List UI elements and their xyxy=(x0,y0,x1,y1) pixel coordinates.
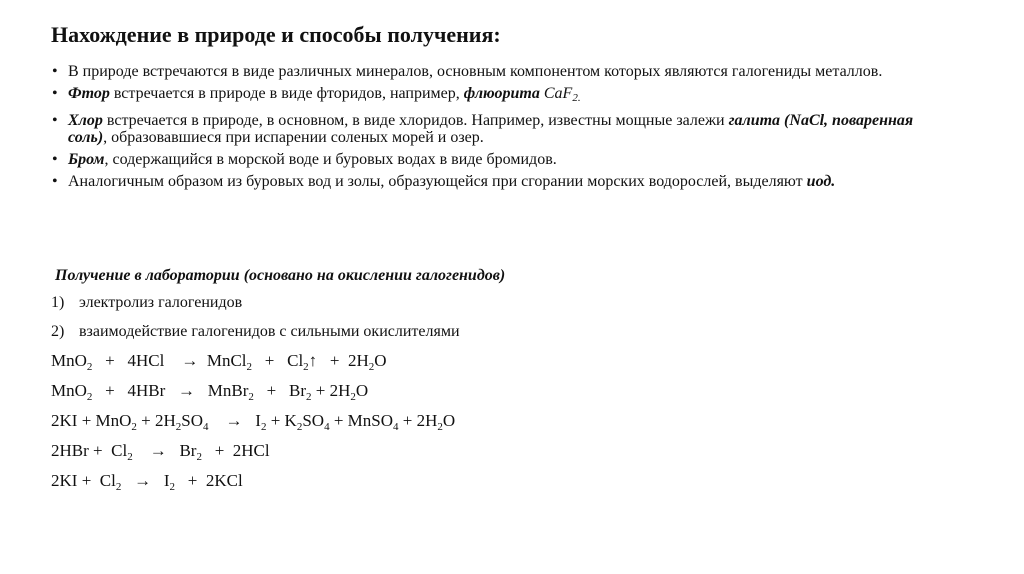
bullet-dot: • xyxy=(52,112,58,129)
equation: $2HBr + Cl_2$ → $Br_2 + 2HCl$ xyxy=(51,441,270,463)
mineral-halite: галита (NaCl, поваренная соль) xyxy=(68,112,914,146)
bullet-item-iodine xyxy=(51,173,931,190)
bullet-text: встречается в природе, в основном, в виде хлоридов. Например, известны мощные залежи xyxy=(102,112,729,129)
step-number: 2) xyxy=(51,323,65,340)
equation: MnO$_2$ + 4HCl → MnCl$_2$ + $Cl_2↑ + 2H_2O$ xyxy=(51,351,387,373)
bullet-text-continued: , образовавшиеся при испарении соленых морей и озер. xyxy=(103,129,484,146)
bullet-item-chlorine xyxy=(51,112,931,146)
equation: $2KI + MnO_2 + 2H_2SO_4$ → $I_2 + K_2SO_4$ + MnSO$_4$ + $2H_2O$ xyxy=(51,411,456,433)
step-number: 1) xyxy=(51,294,65,311)
mineral-fluorite: флюорита xyxy=(463,85,540,102)
bullet-item-minerals xyxy=(51,63,931,80)
step-item xyxy=(51,323,460,341)
bullet-dot: • xyxy=(52,151,58,168)
term-chlorine: Хлор xyxy=(68,112,103,129)
bullet-dot: • xyxy=(52,173,58,190)
formula-caf2: CaF$_{2.}$ xyxy=(543,85,581,104)
bullet-text: встречается в природе в виде фторидов, например, xyxy=(109,85,464,102)
bullet-dot: • xyxy=(52,63,58,80)
bullet-item-bromine xyxy=(51,151,931,168)
step-text: взаимодействие галогенидов с сильными окислителями xyxy=(79,323,460,340)
term-bromine: Бром xyxy=(68,151,105,168)
slide-title: Нахождение в природе и способы получения: xyxy=(51,22,501,47)
bullet-dot: • xyxy=(52,85,58,102)
step-item xyxy=(51,294,242,312)
bullet-text: Аналогичным образом из буровых вод и золы, образующейся при сгорании морских водорослей, выделяют xyxy=(68,173,807,190)
step-text: электролиз галогенидов xyxy=(79,294,243,311)
bullet-item-fluorine xyxy=(51,85,931,107)
equation: MnO$_2$ + 4HBr → MnBr$_2$ + $Br_2 + 2H_2O$ xyxy=(51,381,369,403)
equation: $2KI + Cl_2 \to I_2 + 2KCl$ xyxy=(51,471,243,493)
lab-heading: Получение в лаборатории (основано на окислении галогенидов) xyxy=(55,267,506,284)
bullet-list xyxy=(51,63,931,195)
term-fluorine: Фтор xyxy=(68,85,110,102)
bullet-text: , содержащийся в морской воде и буровых водах в виде бромидов. xyxy=(104,151,557,168)
term-iodine: иод. xyxy=(806,173,836,190)
bullet-text: В природе встречаются в виде различных минералов, основным компонентом которых являются галогениды металлов. xyxy=(68,63,883,80)
